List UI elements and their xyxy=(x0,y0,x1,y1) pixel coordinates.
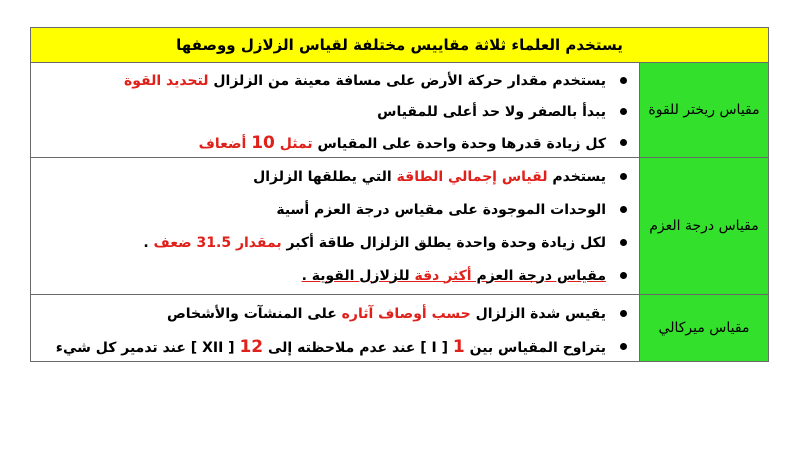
list-item: لكل زيادة وحدة واحدة يطلق الزلزال طاقة أكبر بمقدار 31.5 ضعف . xyxy=(35,226,633,259)
table-header: يستخدم العلماء ثلاثة مقاييس مختلفة لقياس الزلازل ووصفها xyxy=(31,28,768,63)
list-item: يتراوح المقياس بين 1 [ I ] عند عدم ملاحظته إلى 12 [ XII ] عند تدمير كل شيء xyxy=(35,330,633,363)
list-item: يستخدم مقدار حركة الأرض على مسافة معينة من الزلزال لتحديد القوة xyxy=(35,65,633,96)
list-item: يقيس شدة الزلزال حسب أوصاف آثاره على المنشآت والأشخاص xyxy=(35,297,633,330)
list-item: الوحدات الموجودة على مقياس درجة العزم أسية xyxy=(35,193,633,226)
scale-name: مقياس ميركالي xyxy=(639,295,768,361)
bullet-icon xyxy=(620,239,627,246)
list-item: مقياس درجة العزم أكثر دقة للزلازل القوية . xyxy=(35,259,633,292)
table-row xyxy=(31,158,768,295)
scale-name: مقياس درجة العزم xyxy=(639,158,768,294)
bullet-icon xyxy=(620,139,627,146)
list-item: كل زيادة قدرها وحدة واحدة على المقياس تمثل 10 أضعاف xyxy=(35,127,633,158)
bullet-icon xyxy=(620,108,627,115)
bullet-icon xyxy=(620,173,627,180)
list-item: يستخدم لقياس إجمالي الطاقة التي يطلقها الزلزال xyxy=(35,160,633,193)
bullet-icon xyxy=(620,343,627,350)
bullet-icon xyxy=(620,272,627,279)
scale-name: مقياس ريختر للقوة xyxy=(639,63,768,157)
bullet-icon xyxy=(620,206,627,213)
table-row xyxy=(31,295,768,361)
table-row xyxy=(31,63,768,158)
bullet-icon xyxy=(620,77,627,84)
list-item: يبدأ بالصفر ولا حد أعلى للمقياس xyxy=(35,96,633,127)
bullet-icon xyxy=(620,310,627,317)
earthquake-scales-table xyxy=(30,27,769,362)
